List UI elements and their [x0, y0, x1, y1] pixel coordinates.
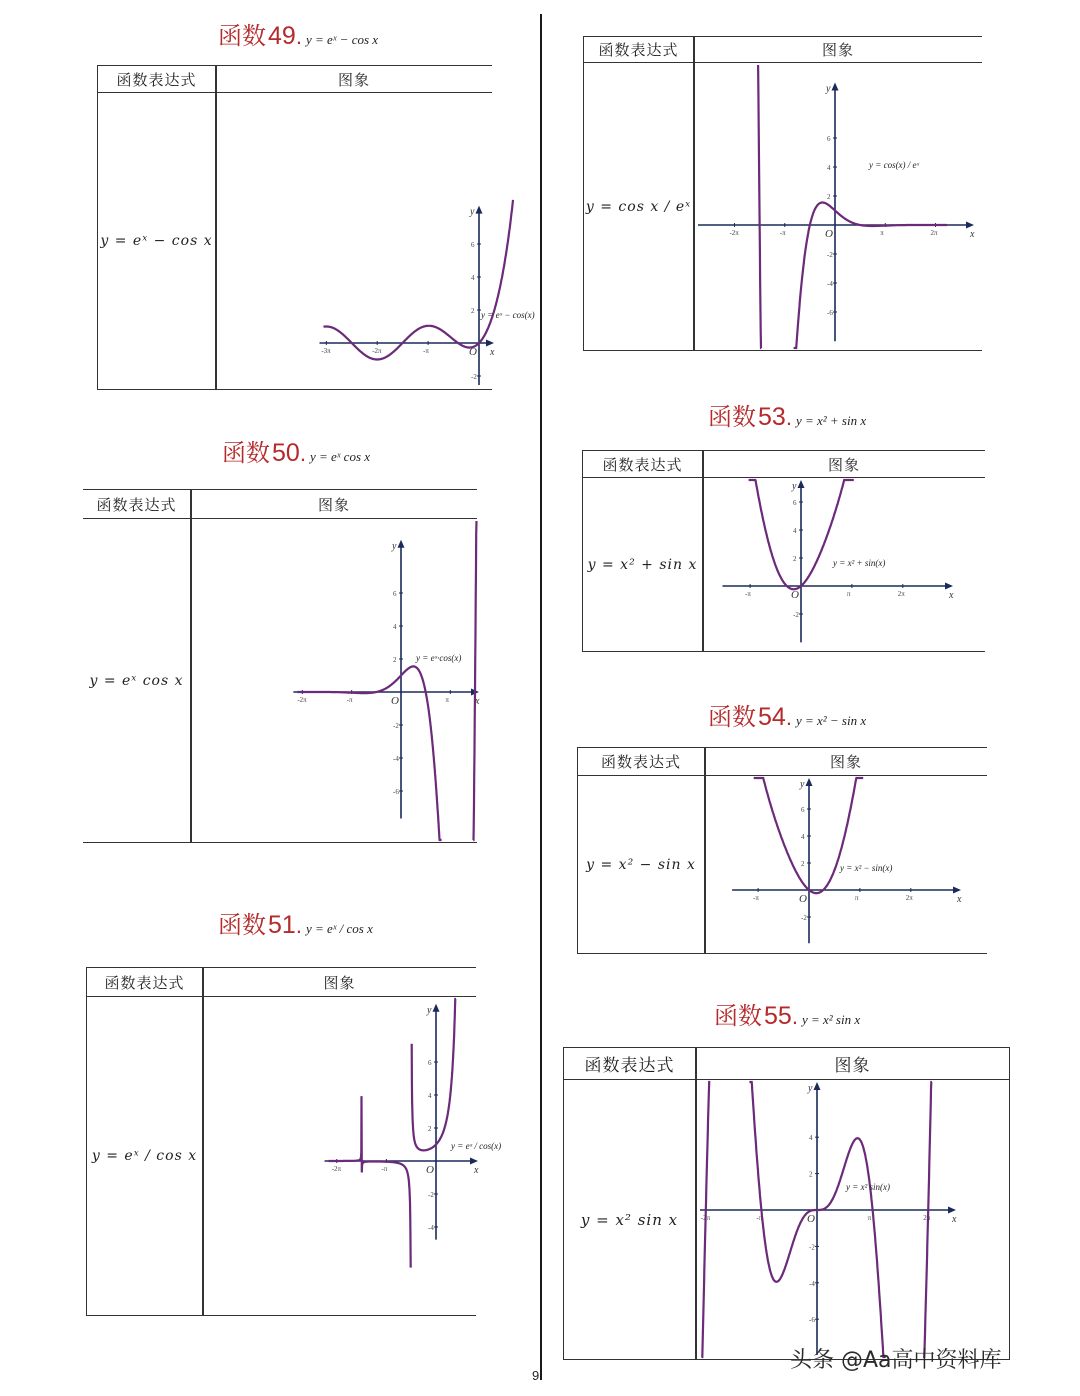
y-tick-label: 4 [809, 1134, 813, 1143]
title-formula: y = eˣ − cos x [305, 32, 379, 47]
graph-function-label: y = eˣ − cos(x) [481, 310, 535, 320]
function-54-graph [705, 776, 987, 953]
x-axis-arrow [948, 1207, 956, 1214]
title-number: 49 [268, 22, 296, 50]
x-tick-label: -2π [700, 1214, 711, 1222]
x-tick-label: 2π [897, 590, 905, 598]
header-graph: 图象 [323, 973, 356, 992]
graph-function-label: y = x² − sin(x) [840, 863, 893, 873]
title-prefix: 函数 [708, 403, 756, 431]
function-51-graph [203, 997, 502, 1315]
y-tick-label: 2 [827, 193, 831, 201]
header-expression: 函数表达式 [602, 455, 683, 474]
title-formula: y = x² + sin x [795, 413, 867, 428]
x-axis-arrow [945, 583, 953, 590]
function-curve [329, 1096, 411, 1268]
y-axis-arrow [814, 1082, 821, 1090]
origin-label: O [799, 893, 807, 905]
title-formula: y = x² sin x [801, 1012, 861, 1027]
x-tick-label: π [445, 696, 449, 704]
y-axis-arrow [476, 206, 483, 214]
expression-cell: y = cos x / eˣ [585, 198, 692, 215]
x-tick-label: -π [381, 1165, 388, 1173]
y-axis-label: y [792, 481, 797, 492]
title-formula: y = x² − sin x [795, 713, 867, 728]
function-53-title: 函数 53 . y = x² + sin x [708, 397, 866, 432]
x-tick-label: -π [779, 229, 786, 237]
expression-cell: y = eˣ − cos x [100, 233, 213, 249]
title-number: 51 [268, 911, 296, 939]
y-tick-label: -2 [801, 914, 807, 922]
function-54-title: 函数 54 . y = x² − sin x [708, 697, 866, 732]
x-tick-label: -π [745, 590, 751, 598]
x-tick-label: -π [423, 347, 429, 355]
y-tick-label: 4 [827, 164, 831, 172]
y-tick-label: 4 [471, 274, 475, 282]
x-tick-label: π [867, 1214, 872, 1222]
header-expression: 函数表达式 [116, 70, 197, 89]
y-tick-label: -2 [428, 1191, 434, 1199]
header-expression: 函数表达式 [104, 973, 185, 992]
expression-cell: y = x² − sin x [586, 856, 696, 873]
function-49-title: 函数 49 . y = eˣ − cos x [218, 16, 378, 51]
y-tick-label: 2 [393, 656, 397, 664]
header-expression: 函数表达式 [600, 753, 681, 771]
header-expression: 函数表达式 [598, 41, 679, 59]
function-49-table [97, 65, 535, 390]
x-tick-label: -2π [372, 347, 382, 355]
graph-function-label: y = cos(x) / eˣ [869, 160, 920, 170]
y-tick-label: 6 [801, 806, 805, 814]
watermark: 头条 @Aa高中资料库 [790, 1348, 1002, 1373]
header-graph: 图象 [829, 753, 862, 771]
y-tick-label: 4 [428, 1092, 432, 1100]
title-prefix: 函数 [218, 911, 266, 939]
y-tick-label: -2 [809, 1243, 815, 1252]
function-52-table [583, 36, 982, 351]
expression-cell: y = eˣ cos x [89, 672, 184, 689]
header-graph: 图象 [834, 1056, 871, 1076]
function-53-graph [703, 478, 985, 651]
function-49-graph [216, 93, 535, 389]
x-tick-label: -2π [297, 696, 307, 704]
title-prefix: 函数 [222, 439, 270, 467]
expression-cell: y = x² sin x [580, 1210, 679, 1229]
y-axis-arrow [806, 778, 813, 786]
y-axis-label: y [826, 83, 831, 95]
x-tick-label: -2π [729, 229, 739, 237]
title-formula: y = eˣ cos x [309, 449, 371, 464]
function-53-table [582, 450, 985, 652]
y-axis-arrow [832, 83, 839, 91]
y-tick-label: 6 [471, 241, 475, 249]
origin-label: O [426, 1164, 434, 1176]
y-axis-arrow [398, 540, 405, 548]
y-tick-label: -4 [428, 1224, 434, 1232]
page-number: 9 [532, 1368, 540, 1383]
y-axis-label: y [470, 206, 475, 218]
x-axis-label: x [970, 229, 975, 240]
title-prefix: 函数 [708, 703, 756, 731]
origin-label: O [807, 1213, 815, 1225]
y-axis-arrow [433, 1004, 440, 1012]
function-curve [324, 200, 514, 360]
title-formula: y = eˣ / cos x [305, 921, 373, 936]
y-axis-arrow [798, 480, 805, 488]
title-prefix: 函数 [714, 1002, 762, 1030]
x-axis-arrow [966, 222, 974, 229]
x-tick-label: -π [346, 696, 353, 704]
header-graph: 图象 [337, 70, 370, 89]
graph-function-label: y = x² + sin(x) [833, 558, 886, 568]
graph-function-label: y = x² sin(x) [846, 1182, 891, 1192]
y-tick-label: -6 [809, 1316, 815, 1325]
title-number: 53 [758, 403, 786, 431]
expression-cell: y = x² + sin x [587, 556, 698, 573]
title-prefix: 函数 [218, 22, 266, 50]
y-tick-label: 4 [393, 623, 397, 631]
y-tick-label: 2 [801, 860, 805, 868]
header-graph: 图象 [317, 495, 350, 514]
function-curve [473, 521, 476, 840]
x-tick-label: -π [756, 1214, 763, 1222]
x-axis-label: x [957, 894, 962, 905]
origin-label: O [391, 695, 399, 707]
y-tick-label: 4 [793, 527, 797, 535]
y-tick-label: 6 [827, 135, 831, 143]
function-50-title: 函数 50 . y = eˣ cos x [222, 433, 370, 468]
function-55-title: 函数 55 . y = x² sin x [714, 996, 860, 1031]
x-tick-label: 2π [923, 1214, 931, 1222]
y-tick-label: -6 [393, 788, 399, 796]
function-50-table [83, 489, 480, 843]
x-tick-label: π [880, 229, 884, 237]
title-number: 54 [758, 703, 786, 731]
function-curve [758, 65, 761, 348]
y-axis-label: y [800, 779, 805, 790]
x-axis-label: x [952, 1214, 957, 1225]
function-51-title: 函数 51 . y = eˣ / cos x [218, 905, 373, 940]
title-number: 55 [764, 1002, 792, 1030]
function-51-table [86, 967, 502, 1316]
y-axis-label: y [392, 540, 397, 552]
graph-function-label: y = eˣ·cos(x) [416, 653, 462, 663]
y-axis-label: y [427, 1004, 432, 1016]
header-expression: 函数表达式 [584, 1056, 675, 1076]
y-tick-label: -2 [393, 722, 399, 730]
function-curve [412, 999, 456, 1150]
function-55-table [563, 1047, 1010, 1360]
y-tick-label: 2 [471, 307, 475, 315]
y-axis-label: y [808, 1083, 813, 1094]
expression-cell: y = eˣ / cos x [91, 1148, 198, 1164]
function-52-graph [694, 63, 982, 350]
y-tick-label: 2 [809, 1170, 813, 1179]
x-tick-label: -π [753, 894, 759, 902]
y-tick-label: -4 [393, 755, 399, 763]
x-axis-arrow [486, 340, 494, 347]
function-54-table [577, 747, 987, 954]
function-55-graph [696, 1080, 1007, 1359]
y-tick-label: 2 [793, 555, 797, 563]
y-tick-label: -2 [793, 611, 799, 619]
y-tick-label: -2 [827, 251, 833, 259]
y-tick-label: 6 [428, 1059, 432, 1067]
x-axis-arrow [470, 1158, 478, 1165]
x-tick-label: 2π [930, 229, 938, 237]
y-tick-label: 6 [393, 590, 397, 598]
x-axis-arrow [953, 887, 961, 894]
x-tick-label: π [846, 590, 851, 598]
graph-function-label: y = eˣ / cos(x) [451, 1141, 502, 1151]
header-expression: 函数表达式 [96, 495, 177, 514]
y-tick-label: -2 [471, 373, 477, 381]
function-50-graph [191, 519, 480, 842]
x-tick-label: -3π [321, 347, 331, 355]
x-axis-label: x [949, 590, 954, 601]
origin-label: O [825, 228, 833, 240]
y-tick-label: 2 [428, 1125, 432, 1133]
x-tick-label: π [854, 894, 859, 902]
y-tick-label: -4 [827, 280, 833, 288]
column-divider [540, 14, 542, 1380]
header-graph: 图象 [827, 455, 860, 474]
y-tick-label: 6 [793, 499, 797, 507]
title-number: 50 [272, 439, 300, 467]
y-tick-label: 4 [801, 833, 805, 841]
origin-label: O [791, 589, 799, 601]
header-graph: 图象 [821, 41, 854, 59]
y-tick-label: -6 [827, 309, 833, 317]
x-axis-label: x [490, 347, 495, 358]
y-tick-label: -4 [809, 1279, 815, 1288]
x-axis-label: x [475, 696, 480, 707]
origin-label: O [469, 346, 477, 358]
x-tick-label: -2π [331, 1165, 342, 1173]
x-axis-label: x [474, 1165, 479, 1176]
x-tick-label: 2π [905, 894, 913, 902]
